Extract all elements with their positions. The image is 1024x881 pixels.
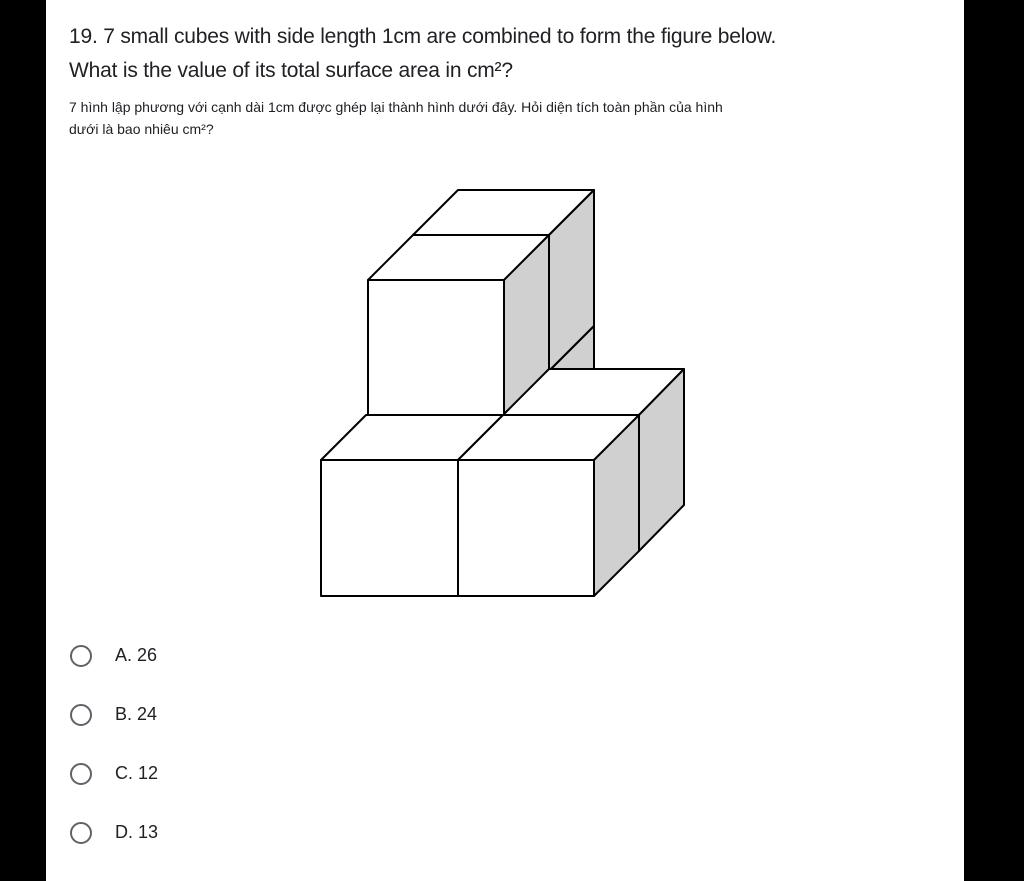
cube-figure [46,0,964,620]
answer-options [70,626,470,862]
option-c[interactable] [70,744,470,803]
option-b-label: B. 24 [115,704,158,724]
question-title-line1: 19. 7 small cubes with side length 1cm are combined to form the figure below. [69,25,777,48]
option-d[interactable] [70,803,470,862]
question-title-line2: What is the value of its total surface area in cm²? [69,59,513,82]
option-a-label: A. 26 [115,645,158,665]
option-d-label: D. 13 [115,822,159,842]
radio-icon[interactable] [70,822,92,844]
cube-upper-front-face [368,280,504,415]
cube-bottom-mid-front-face [458,460,594,596]
question-card [46,0,964,881]
option-a[interactable] [70,626,470,685]
option-b[interactable] [70,685,470,744]
radio-icon[interactable] [70,763,92,785]
question-subtitle-line2: dưới là bao nhiêu cm²? [69,121,214,137]
radio-icon[interactable] [70,704,92,726]
question-subtitle-line1: 7 hình lập phương với cạnh dài 1cm được ghép lại thành hình dưới đây. Hỏi diện tích toàn phần của hình [69,99,723,115]
radio-icon[interactable] [70,645,92,667]
cube-bottom-left-front-face [321,460,458,596]
option-c-label: C. 12 [115,763,159,783]
